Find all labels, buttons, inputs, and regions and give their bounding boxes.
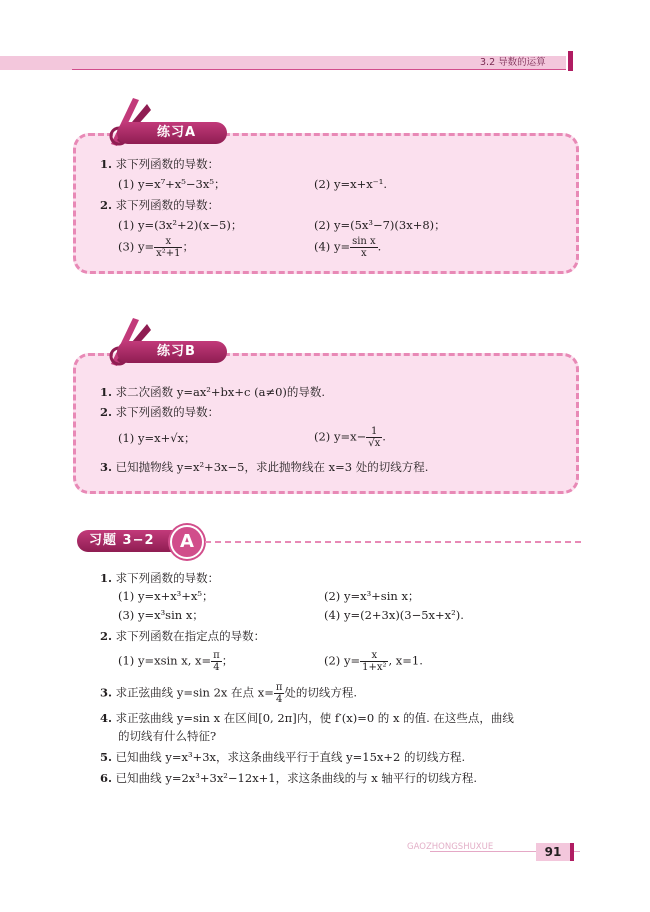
section-title: 3.2 导数的运算 xyxy=(480,57,546,68)
prob-5: 5. 已知曲线 y=x³+3x，求这条曲线平行于直线 y=15x+2 的切线方程. xyxy=(100,750,466,764)
prob-1-1: (1) y=x+x³+x⁵； xyxy=(118,589,214,603)
exa-q2-1: (1) y=(3x²+2)(x−5)； xyxy=(118,218,243,232)
footer-tab xyxy=(570,843,574,861)
prob-1-2: (2) y=x³+sin x； xyxy=(324,589,420,603)
prob-3: 3. 求正弦曲线 y=sin 2x 在点 x= $\frac{\pi}{4}$ 处的切线方程. xyxy=(100,682,358,705)
header-tab xyxy=(568,51,573,71)
prob-4: 4. 求正弦曲线 y=sin x 在区间[0, 2π]内，使 f′(x)=0 的 x 的值. 在这些点，曲线 xyxy=(100,711,514,725)
exb-q3: 3. 已知抛物线 y=x²+3x−5，求此抛物线在 x=3 处的切线方程. xyxy=(100,460,429,474)
exa-q1-2: (2) y=x+x⁻¹. xyxy=(314,177,388,191)
footer-brand: GAOZHONGSHUXUE xyxy=(407,842,494,852)
exb-q2-2: (2) y=x− $\frac{1}{√x}$ . xyxy=(314,426,386,449)
page-number: 91 xyxy=(536,843,570,861)
prob-1: 1. 求下列函数的导数： xyxy=(100,571,220,585)
exa-q2-3: (3) y= $\frac{x}{\text{x²+1}}$ ； xyxy=(118,236,194,259)
prob-4-cont: 的切线有什么特征? xyxy=(118,729,217,743)
exa-q2-4: (4) y= $\frac{\text{sin x}}{x}$ . xyxy=(314,236,382,259)
exb-q1: 1. 求二次函数 y=ax²+bx+c (a≠0)的导数. xyxy=(100,385,326,399)
prob-6: 6. 已知曲线 y=2x³+3x²−12x+1，求这条曲线的与 x 轴平行的切线方程. xyxy=(100,771,478,785)
prob-2-1: (1) y=xsin x, x= $\frac{\pi}{4}$ ； xyxy=(118,650,234,673)
level-badge: A xyxy=(170,525,204,559)
exercise-a-title: 练习A xyxy=(117,122,227,144)
exa-q1: 1. 求下列函数的导数： xyxy=(100,157,220,171)
prob-2: 2. 求下列函数在指定点的导数： xyxy=(100,629,266,643)
exb-q2: 2. 求下列函数的导数： xyxy=(100,405,220,419)
exa-q2-2: (2) y=(5x³−7)(3x+8)； xyxy=(314,218,446,232)
prob-2-2: (2) y= $\frac{x}{\text{1+x²}}$ , x=1. xyxy=(324,650,423,673)
exa-q1-1: (1) y=x⁷+x⁵−3x⁵； xyxy=(118,177,226,191)
exa-q2: 2. 求下列函数的导数： xyxy=(100,198,220,212)
problems-title: 习题 3−2 xyxy=(77,530,189,552)
prob-1-3: (3) y=x³sin x； xyxy=(118,608,204,622)
prob-1-4: (4) y=(2+3x)(3−5x+x²). xyxy=(324,608,464,622)
exercise-b-title: 练习B xyxy=(117,341,227,363)
exb-q2-1: (1) y=x+√x； xyxy=(118,431,196,445)
problems-divider xyxy=(205,541,581,543)
